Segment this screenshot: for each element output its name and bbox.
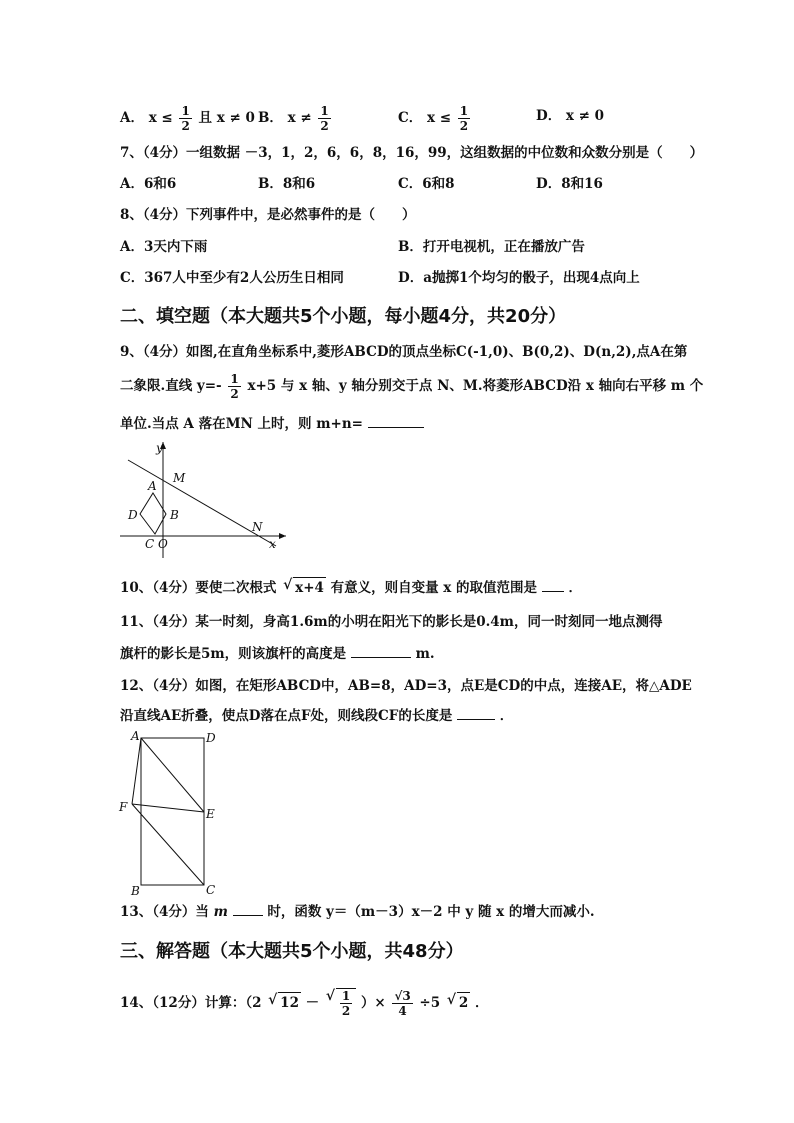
option-text: x ≠ 0 (565, 108, 605, 124)
sqrt (457, 992, 470, 1013)
option-text: x ≤ (426, 110, 452, 126)
radicand: 2 (458, 995, 469, 1011)
q10-end: ． (568, 580, 582, 596)
q9-figure (118, 438, 288, 560)
fraction-num: √ 1 (341, 989, 351, 1003)
x-axis-arrow (279, 533, 286, 539)
label-a: A (148, 479, 157, 493)
segment-af (132, 738, 141, 804)
fraction-den: 2 (320, 119, 329, 133)
option-text: x ≤ (148, 110, 173, 126)
q9-line-1: 9、（4分）如图,在直角坐标系中,菱形ABCD的顶点坐标C(-1,0)、B(0,2)、D(n,2),点A在第 (120, 344, 688, 360)
fraction-den: 2 (341, 1004, 351, 1018)
fraction-den: 2 (181, 119, 190, 133)
q12-line-1: 12、（4分）如图，在矩形ABCD中，AB=8，AD=3，点E是CD的中点，连接AE，将△ADE (120, 678, 692, 694)
q14-minus: － (305, 995, 320, 1011)
q13-pre: 13、（4分）当 (120, 904, 209, 920)
fraction-den: 2 (459, 119, 469, 133)
label-d: D (206, 731, 216, 745)
q6-option-b (258, 104, 333, 133)
q7-option-a: A．6和6 (120, 176, 177, 192)
fraction-den: 2 (230, 387, 239, 401)
q13-mid: 时，函数 y＝（m－3）x－2 中 y 随 x 的增大而减小. (267, 904, 595, 920)
q10-line (120, 577, 582, 598)
q12-figure (116, 728, 226, 900)
label-f: F (119, 800, 128, 814)
answer-blank[interactable] (368, 427, 424, 428)
label-m: M (173, 471, 186, 485)
q7-option-d: D．8和16 (536, 176, 603, 192)
q6-option-c (398, 104, 472, 133)
answer-blank[interactable] (457, 719, 495, 720)
q14-pre: 14、（12分）计算：（2 (120, 995, 262, 1011)
q14-end: ． (474, 995, 489, 1011)
rhombus-abcd (140, 493, 166, 534)
q13-m: m (213, 904, 228, 920)
fraction-num: 1 (181, 104, 190, 118)
q14-div: ÷5 (419, 995, 441, 1011)
fraction-num: 1 (459, 104, 469, 118)
segment-fc (132, 804, 204, 885)
fraction (340, 989, 352, 1018)
q14-mid: ）× (360, 995, 386, 1011)
label-n: N (252, 520, 263, 534)
label-e: E (206, 807, 215, 821)
fraction-den: 4 (398, 1004, 407, 1018)
label-o: O (158, 537, 168, 551)
q9-line-3-text: 单位.当点 A 落在MN 上时，则 m+n= (120, 416, 363, 432)
sqrt (293, 577, 326, 598)
q7-option-b: B．8和6 (258, 176, 316, 192)
option-text: x ≠ (287, 110, 312, 126)
label-d: D (128, 508, 138, 522)
option-label: D． (536, 108, 562, 124)
label-c: C (206, 883, 216, 897)
q11-line-2-post: m. (415, 646, 435, 662)
q7-option-c: C．6和8 (398, 176, 455, 192)
label-b: B (170, 508, 179, 522)
segment-fe (132, 804, 204, 812)
q9-line-2 (120, 372, 703, 401)
q10-post: 有意义，则自变量 x 的取值范围是 (330, 580, 538, 596)
label-a: A (131, 729, 140, 743)
label-x: x (269, 537, 276, 551)
answer-blank[interactable] (542, 591, 564, 592)
fraction (458, 104, 470, 133)
rectangle-abcd (141, 738, 204, 885)
fraction (228, 372, 240, 401)
q6-option-d (536, 106, 604, 126)
segment-ae (141, 738, 204, 812)
sqrt (336, 988, 356, 1018)
answer-blank[interactable] (351, 657, 411, 658)
option-tail: 且 x ≠ 0 (198, 110, 255, 126)
fraction (179, 104, 191, 133)
q10-pre: 10、（4分）要使二次根式 (120, 580, 277, 596)
q9-line-2-post: x+5 与 x 轴、y 轴分别交于点 N、M.将菱形ABCD沿 x 轴向右平移 m 个 (247, 378, 704, 394)
sqrt (278, 992, 301, 1013)
q12-line-2-pre: 沿直线AE折叠，使点D落在点F处，则线段CF的长度是 (120, 708, 453, 724)
option-label: A． (120, 110, 144, 126)
q14-line (120, 988, 488, 1018)
label-c: C (145, 537, 155, 551)
radicand: x+4 (295, 580, 324, 596)
answer-blank[interactable] (233, 915, 263, 916)
q11-line-1: 11、（4分）某一时刻，身高1.6m的小明在阳光下的影长是0.4m，同一时刻同一地点测得 (120, 614, 663, 630)
label-b: B (131, 884, 140, 898)
option-label: B． (258, 110, 283, 126)
q8-option-b: B．打开电视机，正在播放广告 (398, 239, 585, 255)
q9-line-3 (120, 414, 424, 434)
fraction-num: 1 (320, 104, 329, 118)
q12-line-2 (120, 706, 513, 726)
q8-option-c: C．367人中至少有2人公历生日相同 (120, 270, 344, 286)
option-label: C． (398, 110, 423, 126)
q12-line-2-post: ． (499, 708, 514, 724)
q11-line-2 (120, 644, 435, 664)
q9-line-2-pre: 二象限.直线 y=- (120, 378, 222, 394)
q7-stem: 7、（4分）一组数据 －3，1，2，6，6，8，16，99，这组数据的中位数和众数分别是（ ） (120, 145, 704, 161)
section-3-heading: 三、解答题（本大题共5个小题，共48分） (120, 941, 464, 962)
q8-option-a: A．3天内下雨 (120, 239, 208, 255)
q13-line (120, 902, 595, 922)
fraction (318, 104, 330, 133)
section-2-heading: 二、填空题（本大题共5个小题，每小题4分，共20分） (120, 306, 567, 327)
fraction (392, 989, 412, 1018)
q11-line-2-pre: 旗杆的影长是5m，则该旗杆的高度是 (120, 646, 347, 662)
fraction-num: 1 (230, 372, 239, 386)
q8-option-d: D．a抛掷1个均匀的骰子，出现4点向上 (398, 270, 640, 286)
q8-stem: 8、（4分）下列事件中，是必然事件的是（ ） (120, 207, 416, 223)
q6-option-a (120, 104, 255, 133)
fraction-num: √3 (394, 989, 411, 1003)
label-y: y (156, 441, 163, 455)
radicand: 12 (280, 995, 299, 1011)
